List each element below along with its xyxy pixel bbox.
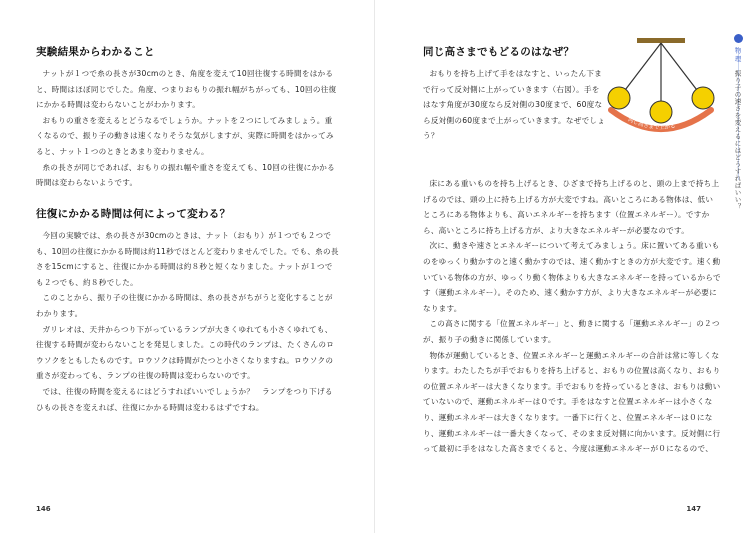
section-experiment-results [36, 66, 340, 191]
paragraph: ガリレオは、天井からつり下がっているランプが大きくゆれても小さくゆれても、往復する時間が変わらないことを発見しました。この時代のランプは、たくさんのロウソクをともしたものです。ロウソクは時間がたつと小さくなりますね。ロウソクの重さが変わっても、ランプの往復の時間は変わらないのです。 [36, 324, 335, 381]
heading-what-changes-period: 往復にかかる時間は何によって変わる？ [36, 208, 231, 220]
ceiling-bar [637, 38, 685, 43]
energy-explanation [423, 176, 721, 457]
bob-right [692, 87, 714, 109]
paragraph: 今回の実験では、糸の長さが30cmのときは、ナット（おもり）が１つでも２つでも、10回の往復にかかる時間は約11秒でほとんど変わりませんでした。でも、糸の長さを15cmにすると、往復にかかる時間は約８秒と短くなりました。ナットが１つでも２つでも、約８秒でした。 [36, 231, 339, 287]
paragraph: この高さに関する「位置エネルギー」と、動きに関する「運動エネルギー」の２つが、振り子の動きに関係しています。 [423, 319, 720, 344]
paragraph: ナットが１つで糸の長さが30cmのとき、角度を変えて10回往復する時間をはかると、時間はほぼ同じでした。角度、つまりおもりの振れ幅がちがっても、10回の往復にかかる時間は変わらないことがわかります。 [36, 69, 337, 110]
heading-experiment-results: 実験結果からわかること [36, 46, 155, 58]
subject-dot-icon [734, 34, 743, 43]
paragraph: おもりの重さを変えるとどうなるでしょうか。ナットを２つにしてみましょう。重くなるので、振り子の動きは速くなりそうな気がしますが、実際に時間をはかってみると、ナット１つのときとあまり変わりません。 [36, 115, 334, 156]
subject-label: 物理 [733, 47, 742, 64]
paragraph: おもりを持ち上げて手をはなすと、いったん下まで行って反対側に上がっていきます（右図）。手をはなす角度が30度なら反対側の30度まで、60度なら反対側の60度まで上がっていきます。なぜでしょう？ [423, 69, 606, 141]
paragraph: 糸の長さが同じであれば、おもりの振れ幅や重さを変えても、10回の往復にかかる時間は変わらないようです。 [36, 162, 335, 188]
paragraph: 次に、動きや速さとエネルギーについて考えてみましょう。床に置いてある重いものをゆっくり動かすのと速く動かすのでは、速く動かすときの方が大変です。速く動いている物体の方が、ゆっくり動く物体よりも大きなエネルギーを持っているからです（運動エネルギー）。そのため、速く動かす方が、より大きなエネルギーが必要になります。 [423, 241, 721, 313]
paragraph: このことから、振り子の往復にかかる時間は、糸の長さがちがうと変化することがわかります。 [36, 293, 333, 318]
figure-label: 同じ高さまで上がる [626, 116, 677, 132]
heading-same-height: 同じ高さまでもどるのはなぜ？ [423, 46, 575, 58]
section-what-changes-period [36, 228, 340, 415]
paragraph: 床にある重いものを持ち上げるとき、ひざまで持ち上げるのと、頭の上まで持ち上げるのでは、頭の上に持ち上げる方が大変ですね。高いところにある物体は、低いところにある物体よりも、高いエネルギーを持ちます（位置エネルギー）。ですから、高いところに持ち上げる方が、より大きなエネルギーが必要なのです。 [423, 179, 720, 235]
chapter-side-tab [729, 34, 747, 210]
left-page [0, 0, 375, 533]
paragraph: では、往復の時間を変えるにはどうすればいいでしょうか？ ランプをつり下げるひもの長さを変えれば、往復にかかる時間は変わるはずですね。 [36, 386, 333, 412]
paragraph: 物体が運動しているとき、位置エネルギーと運動エネルギーの合計は常に等しくなります。わたしたちが手でおもりを持ち上げると、おもりの位置は高くなり、おもりの位置エネルギーは大きくなります。手でおもりを持っているときは、おもりは動いていないので、運動エネルギーは０です。手をはなすと位置エネルギーは小さくなり、運動エネルギーは大きくなります。一番下に行くと、位置エネルギーは０になり、運動エネルギーは一番大きくなって、そのまま反対側に向かいます。反対側に行って最初に手をはなした高さまでくると、今度は運動エネルギーが０になるので、 [423, 350, 721, 454]
bob-center [650, 101, 672, 123]
intro-paragraph [423, 66, 607, 144]
bob-left [608, 87, 630, 109]
chapter-title: 振り子の速さを変えるにはどうすればいい？ [733, 70, 742, 210]
page-number-left: 146 [36, 505, 51, 513]
page-number-right: 147 [686, 505, 701, 513]
pendulum-figure [599, 36, 723, 140]
